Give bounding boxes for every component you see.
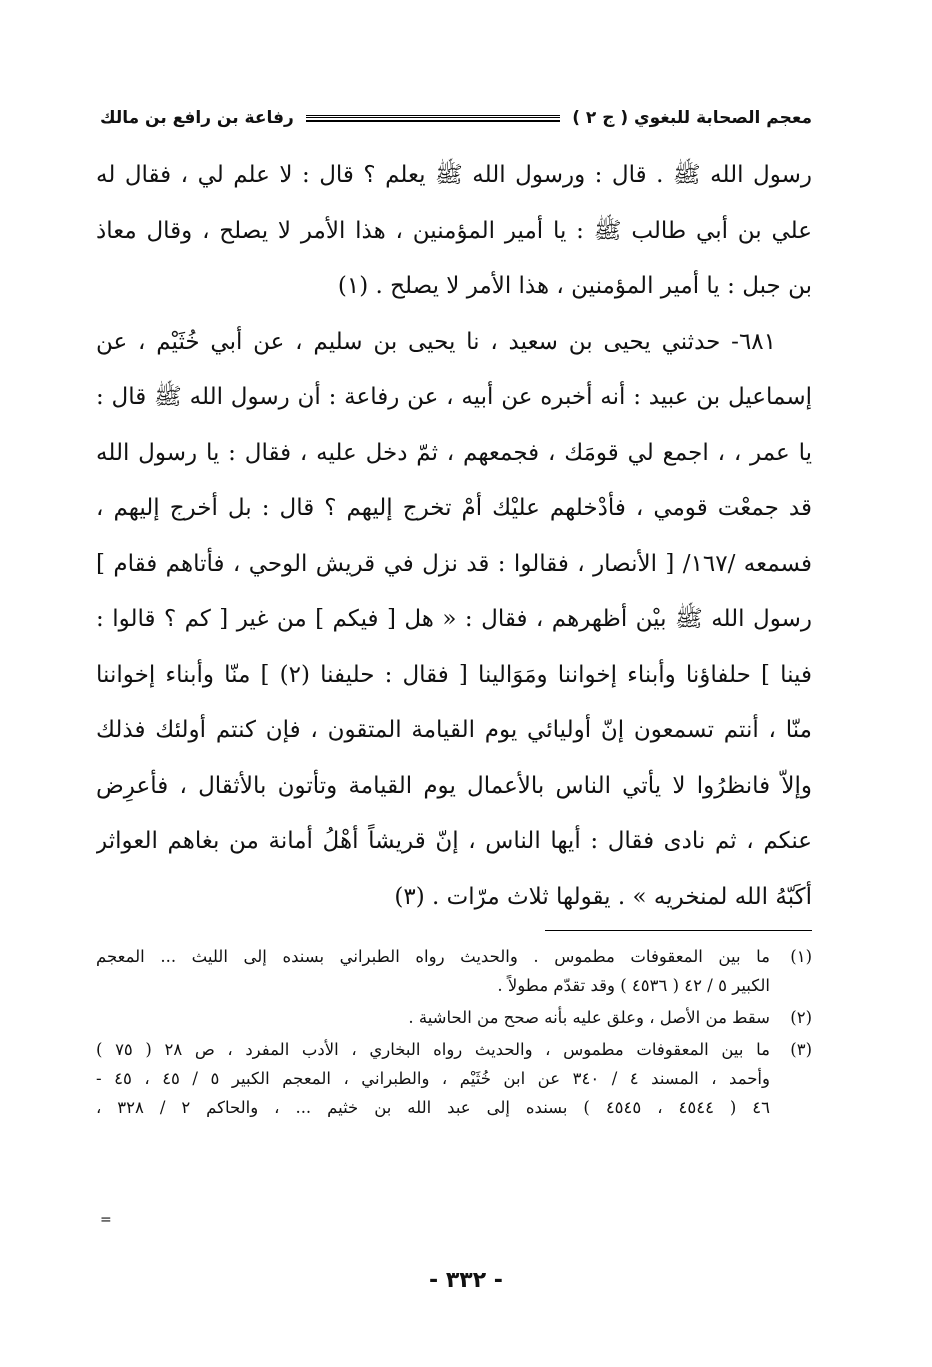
footnote-number: (١) <box>790 947 812 966</box>
footnote-text <box>96 942 770 1000</box>
footnote-number: (٣) <box>790 1040 812 1059</box>
text-line: يا عمر ، ، اجمع لي قومَك ، فجمعهم ، ثمّ دخل عليه ، فقال : يا رسول الله <box>96 439 812 466</box>
footnote-1 <box>96 942 812 1000</box>
footnote-3 <box>96 1035 812 1122</box>
text-line: ٦٨١- حدثني يحيى بن سعيد ، نا يحيى بن سليم ، عن أبي خُثَيْم ، عن <box>96 328 776 355</box>
text-line: إسماعيل بن عبيد : أنه أخبره عن أبيه ، عن رفاعة : أن رسول الله ﷺ قال : <box>96 384 812 410</box>
footnote-text <box>96 1035 770 1122</box>
footnote-number: (٢) <box>790 1008 812 1027</box>
text-line: قد جمعْت قومي ، فأدْخلهم عليْك أمْ تخرج إليهم ؟ قال : بل أخرج إليهم ، <box>96 495 812 521</box>
footnotes <box>96 942 812 1125</box>
footnote-line: ٤٦ ( ٤٥٤٤ ، ٤٥٤٥ ) بسنده إلى عبد الله بن خثيم ... ، والحاكم ٢ / ٣٢٨ ، <box>96 1098 770 1117</box>
text-line: علي بن أبي طالب ﷺ : يا أمير المؤمنين ، هذا الأمر لا يصلح ، وقال معاذ <box>96 217 812 244</box>
header-rule <box>306 115 560 122</box>
footnote-line: الكبير ٥ / ٤٢ ( ٤٥٣٦ ) وقد تقدّم مطولاً . <box>497 976 770 995</box>
text-line: بن جبل : يا أمير المؤمنين ، هذا الأمر لا يصلح . (١) <box>337 273 812 299</box>
text-line: رسول الله ﷺ بيْن أظهرهم ، فقال : « هل [ فيكم ] من غير [ كم ؟ قالوا : <box>96 606 812 632</box>
footnote-text <box>96 1003 770 1032</box>
page-number: - ٣٣٢ - <box>429 1268 503 1293</box>
header-book-title: معجم الصحابة للبغوي ( ج ٢ ) <box>572 108 812 128</box>
footnote-divider <box>545 930 812 931</box>
text-line: فسمعه /١٦٧/ [ الأنصار ، فقالوا : قد نزل في قريش الوحي ، فأتاهم فقام ] <box>96 550 812 577</box>
footnote-line: وأحمد ، المسند ٤ / ٣٤٠ عن ابن خُثَيْم ، والطبراني ، المعجم الكبير ٥ / ٤٥ ، ٤٥ - <box>96 1069 770 1088</box>
header-section-title: رفاعة بن رافع بن مالك <box>100 108 294 128</box>
footnote-line: ما بين المعقوفات مطموس ، والحديث رواه البخاري ، الأدب المفرد ، ص ٢٨ ( ٧٥ ) <box>96 1040 770 1059</box>
text-line: وإلاّ فانظرُوا لا يأتي الناس بالأعمال يوم القيامة وتأتون بالأثقال ، فأعرِض <box>96 772 812 799</box>
text-line: عنكم ، ثم نادى فقال : أيها الناس ، إنّ قريشاً أهْلُ أمانة من بغاهم العواثر <box>96 828 812 854</box>
text-line: أكَبّهُ الله لمنخريه » . يقولها ثلاث مرّات . (٣) <box>394 883 812 910</box>
text-line: رسول الله ﷺ . قال : ورسول الله ﷺ يعلم ؟ قال : لا علم لي ، فقال له <box>96 162 812 188</box>
text-line: فينا ] حلفاؤنا وأبناء إخواننا ومَوَالينا [ فقال : حليفنا (٢) ] منّا وأبناء إخواننا <box>96 661 812 688</box>
footnote-line: سقط من الأصل ، وعلق عليه بأنه صحح من الحاشية . <box>408 1008 770 1027</box>
footnote-line: ما بين المعقوفات مطموس . والحديث رواه الطبراني بسنده إلى الليث ... المعجم <box>96 947 770 966</box>
main-text <box>96 148 812 925</box>
footnote-2 <box>96 1003 812 1032</box>
continuation-mark: = <box>100 1212 112 1228</box>
text-line: منّا ، أنتم تسمعون إنّ أوليائي يوم القيامة المتقون ، فإن كنتم أولئك فذلك <box>96 717 812 743</box>
running-header <box>100 98 812 138</box>
